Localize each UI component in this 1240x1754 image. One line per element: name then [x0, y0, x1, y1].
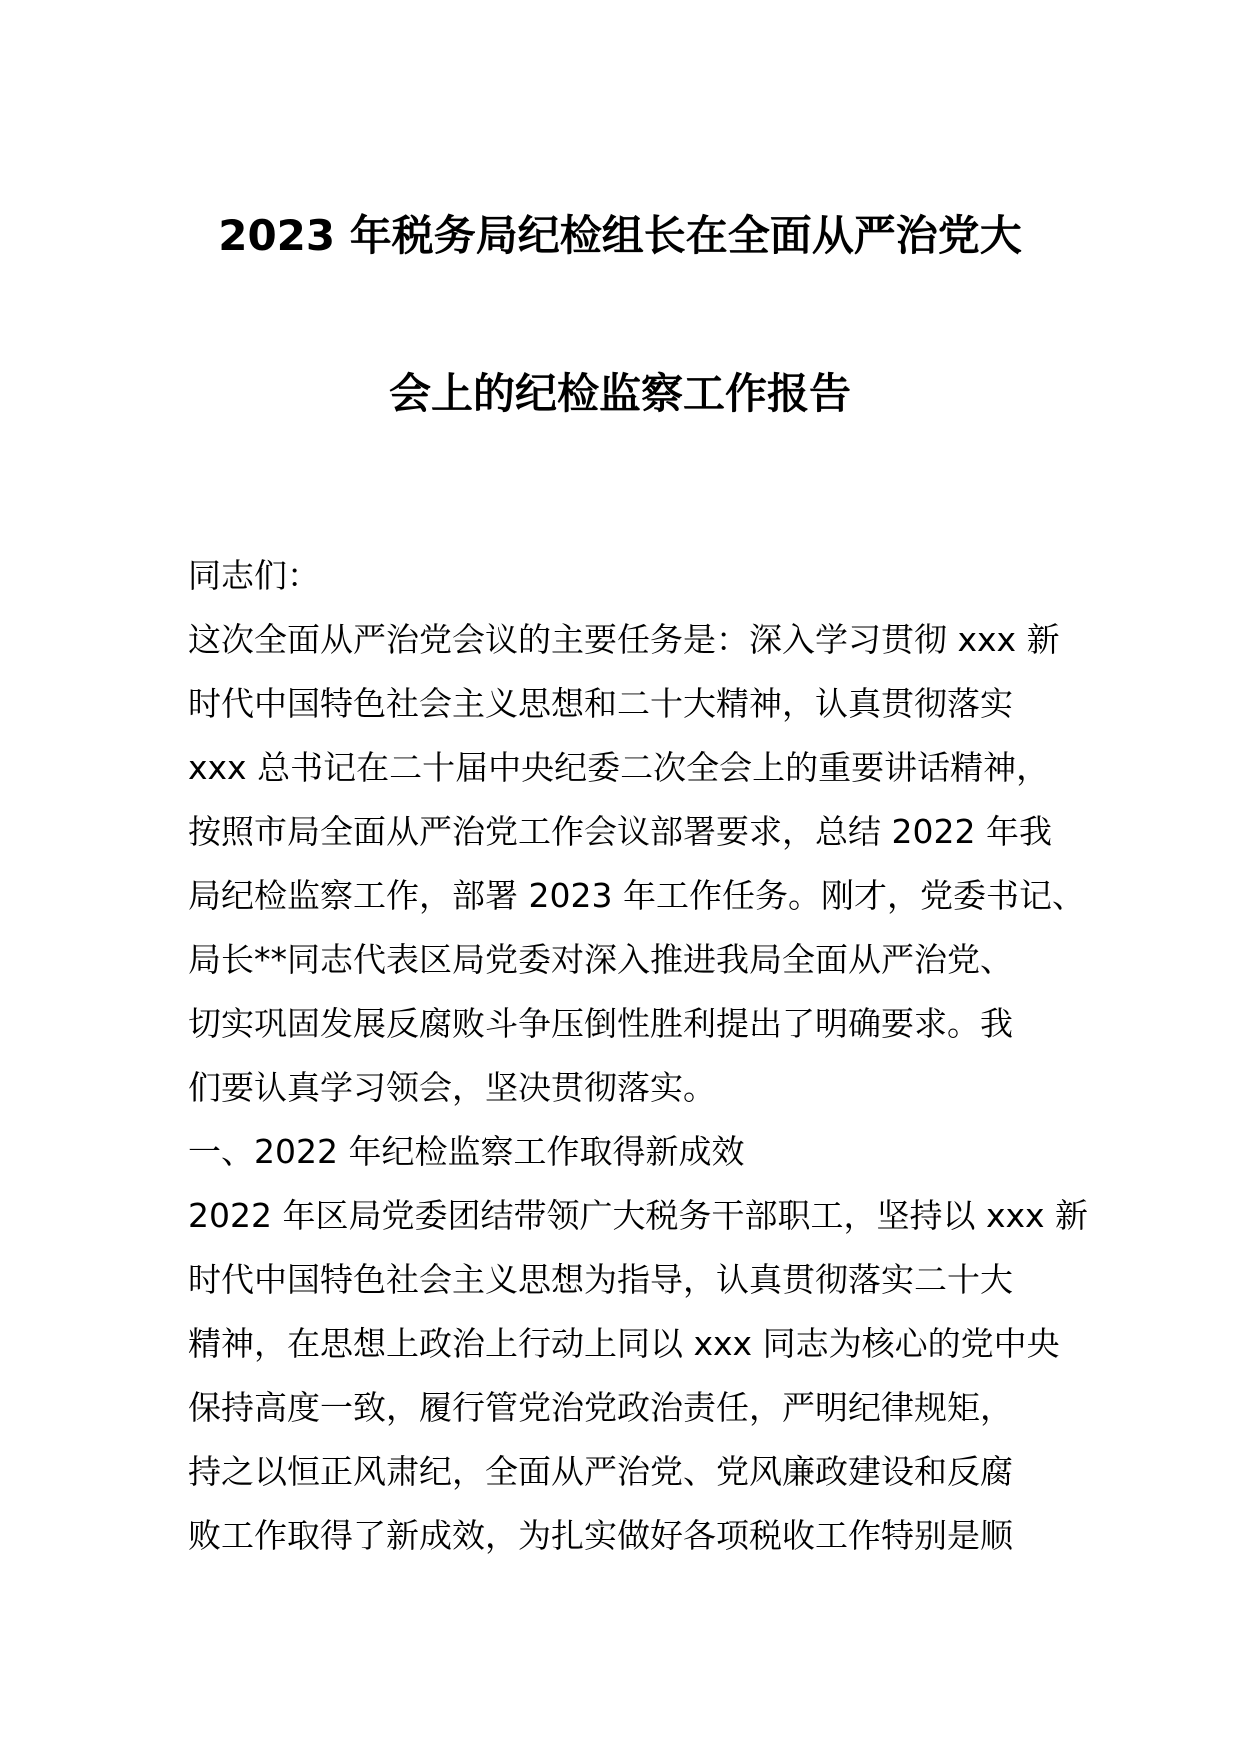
body-line: 这次全面从严治党会议的主要任务是：深入学习贯彻 xxx 新 [188, 620, 1060, 659]
body-line: 败工作取得了新成效，为扎实做好各项税收工作特别是顺 [188, 1516, 1013, 1555]
body-line: 局纪检监察工作，部署 2023 年工作任务。刚才，党委书记、 [188, 876, 1085, 915]
body-line: 保持高度一致，履行管党治党政治责任，严明纪律规矩， [188, 1388, 1013, 1427]
salutation: 同志们： [188, 556, 320, 595]
body-line: xxx 总书记在二十届中央纪委二次全会上的重要讲话精神， [188, 748, 1050, 787]
body-line: 按照市局全面从严治党工作会议部署要求，总结 2022 年我 [188, 812, 1052, 851]
body-line: 切实巩固发展反腐败斗争压倒性胜利提出了明确要求。我 [188, 1004, 1013, 1043]
body-line: 局长**同志代表区局党委对深入推进我局全面从严治党、 [188, 940, 1013, 979]
body-line: 2022 年区局党委团结带领广大税务干部职工，坚持以 xxx 新 [188, 1196, 1089, 1235]
document-title-line-1: 2023 年税务局纪检组长在全面从严治党大 [218, 211, 1022, 260]
document-title-line-2: 会上的纪检监察工作报告 [388, 369, 851, 418]
body-line: 时代中国特色社会主义思想和二十大精神，认真贯彻落实 [188, 684, 1013, 723]
section-heading: 一、2022 年纪检监察工作取得新成效 [188, 1132, 745, 1171]
body-line: 时代中国特色社会主义思想为指导，认真贯彻落实二十大 [188, 1260, 1013, 1299]
body-line: 精神，在思想上政治上行动上同以 xxx 同志为核心的党中央 [188, 1324, 1060, 1363]
body-line: 持之以恒正风肃纪，全面从严治党、党风廉政建设和反腐 [188, 1452, 1013, 1491]
body-line: 们要认真学习领会，坚决贯彻落实。 [188, 1068, 716, 1107]
